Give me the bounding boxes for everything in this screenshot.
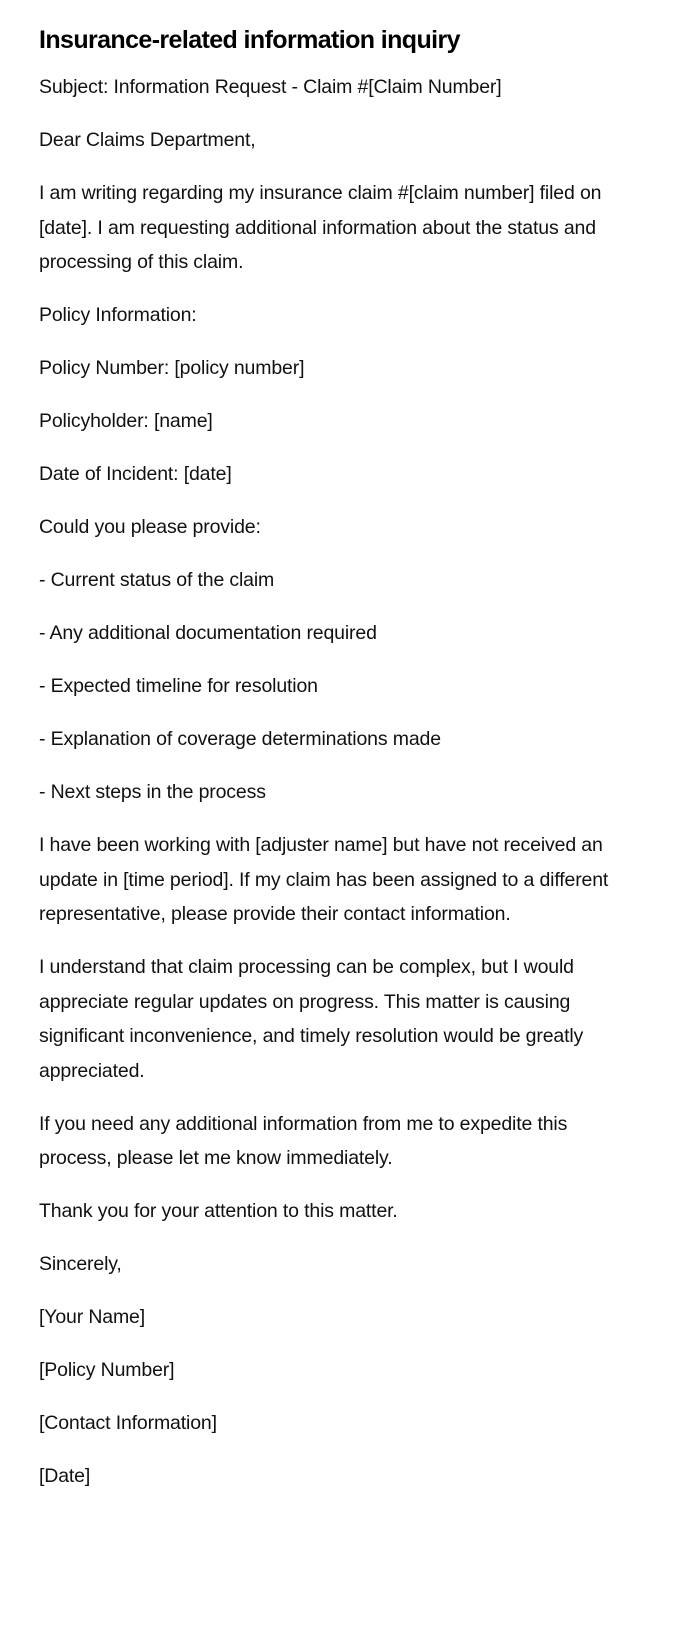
appreciation-paragraph: I understand that claim processing can be complex, but I would appreciate regular updates on progress. This matter is causing significant inconvenience, and timely resolution would be greatly appreciated. xyxy=(39,956,584,1082)
signature-policy-number: [Policy Number] xyxy=(39,1359,175,1381)
request-item: - Any additional documentation required xyxy=(39,622,377,644)
incident-date-line: Date of Incident: [date] xyxy=(39,463,232,485)
policyholder-line: Policyholder: [name] xyxy=(39,410,213,432)
policy-number-line: Policy Number: [policy number] xyxy=(39,357,305,379)
intro-paragraph: I am writing regarding my insurance claim #[claim number] filed on [date]. I am requesting additional information about the status and processing of this claim. xyxy=(39,182,602,273)
additional-info-paragraph: If you need any additional information from me to expedite this process, please let me know immediately. xyxy=(39,1112,568,1169)
request-item: - Current status of the claim xyxy=(39,569,275,591)
adjuster-paragraph: I have been working with [adjuster name] but have not received an update in [time period]. If my claim has been assigned to a different representative, please provide their contact information. xyxy=(39,834,609,925)
signature-date: [Date] xyxy=(39,1465,91,1487)
request-item: - Explanation of coverage determinations made xyxy=(39,728,441,750)
policy-info-heading: Policy Information: xyxy=(39,304,197,326)
subject-line: Subject: Information Request - Claim #[Claim Number] xyxy=(39,76,502,98)
request-item: - Expected timeline for resolution xyxy=(39,675,318,697)
document-title: Insurance-related information inquiry xyxy=(39,26,460,54)
request-item: - Next steps in the process xyxy=(39,781,266,803)
thank-you-line: Thank you for your attention to this matter. xyxy=(39,1200,398,1222)
signature-name: [Your Name] xyxy=(39,1306,146,1328)
signature-contact-info: [Contact Information] xyxy=(39,1412,217,1434)
request-heading: Could you please provide: xyxy=(39,516,261,538)
closing: Sincerely, xyxy=(39,1253,122,1275)
salutation: Dear Claims Department, xyxy=(39,129,256,151)
